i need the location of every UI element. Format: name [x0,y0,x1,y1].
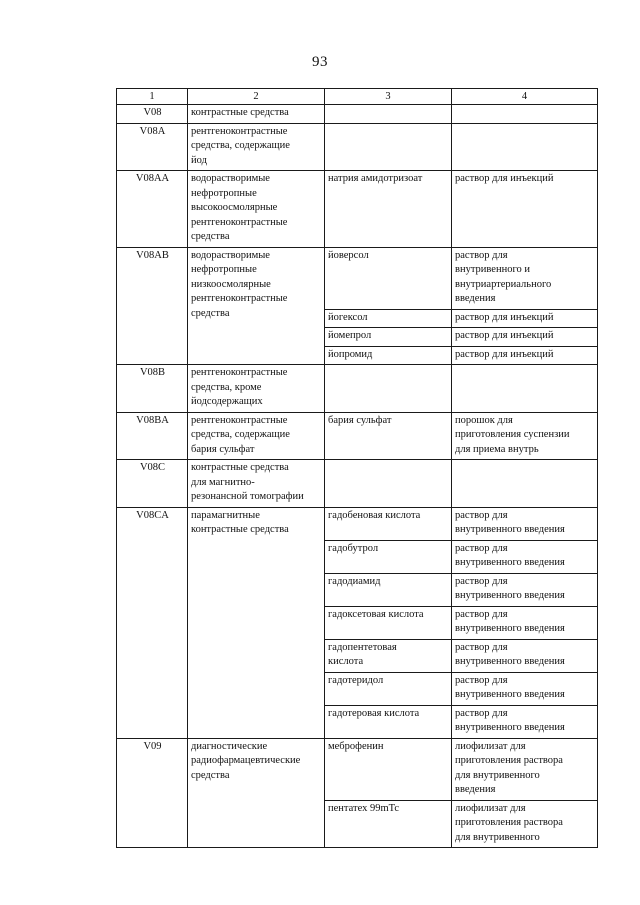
table-row [117,105,598,124]
table-row [117,123,598,171]
dosage-form-cell: раствор для внутривенного введения [452,639,598,672]
header-cell-2: 2 [188,89,325,105]
header-cell-4: 4 [452,89,598,105]
drug-name-cell-empty [325,105,452,124]
atc-code-cell: V08 [117,105,188,124]
atc-table [116,88,598,848]
dosage-form-cell: порошок для приготовления суспензии для приема внутрь [452,412,598,460]
atc-code-cell: V08C [117,460,188,508]
dosage-form-cell: лиофилизат для приготовления раствора для внутривенного [452,800,598,848]
drug-name-cell: йогексол [325,309,452,328]
dosage-form-cell: раствор для внутривенного введения [452,507,598,540]
dosage-form-cell: раствор для внутривенного введения [452,573,598,606]
group-name-cell: водорастворимые нефротропные высокоосмолярные рентгеноконтрастные средства [188,171,325,248]
drug-name-cell-empty [325,123,452,171]
drug-name-cell: гадоксетовая кислота [325,606,452,639]
drug-name-cell: бария сульфат [325,412,452,460]
group-name-cell: рентгеноконтрастные средства, кроме йодсодержащих [188,365,325,413]
group-name-cell: водорастворимые нефротропные низкоосмолярные рентгеноконтрастные средства [188,247,325,365]
dosage-form-cell: раствор для внутривенного введения [452,672,598,705]
table-row [117,507,598,540]
drug-name-cell: пентатех 99mTc [325,800,452,848]
drug-name-cell: йоверсол [325,247,452,309]
drug-name-cell: йомепрол [325,328,452,347]
group-name-cell: контрастные средства [188,105,325,124]
table-row [117,412,598,460]
dosage-form-cell: раствор для внутривенного введения [452,606,598,639]
dosage-form-cell: раствор для инъекций [452,328,598,347]
drug-name-cell-empty [325,365,452,413]
drug-name-cell: гадобутрол [325,540,452,573]
group-name-cell: диагностические радиофармацевтические средства [188,738,325,848]
drug-name-cell: гадопентетовая кислота [325,639,452,672]
group-name-cell: рентгеноконтрастные средства, содержащие йод [188,123,325,171]
atc-code-cell: V09 [117,738,188,848]
dosage-form-cell: раствор для инъекций [452,171,598,248]
table-row [117,247,598,309]
atc-code-cell: V08AA [117,171,188,248]
table-row [117,738,598,800]
dosage-form-cell: раствор для внутривенного и внутриартериального введения [452,247,598,309]
drug-name-cell: меброфенин [325,738,452,800]
drug-name-cell: гадотеровая кислота [325,705,452,738]
dosage-form-cell: лиофилизат для приготовления раствора для внутривенного введения [452,738,598,800]
header-row [117,89,598,105]
table-row [117,365,598,413]
drug-name-cell: натрия амидотризоат [325,171,452,248]
dosage-form-cell-empty [452,365,598,413]
drug-name-cell: гадобеновая кислота [325,507,452,540]
header-cell-3: 3 [325,89,452,105]
drug-name-cell: йопромид [325,346,452,365]
dosage-form-cell: раствор для инъекций [452,309,598,328]
atc-code-cell: V08CA [117,507,188,738]
atc-code-cell: V08BA [117,412,188,460]
group-name-cell: парамагнитные контрастные средства [188,507,325,738]
atc-code-cell: V08AB [117,247,188,365]
dosage-form-cell-empty [452,460,598,508]
dosage-form-cell: раствор для инъекций [452,346,598,365]
atc-code-cell: V08B [117,365,188,413]
dosage-form-cell: раствор для внутривенного введения [452,540,598,573]
header-cell-1: 1 [117,89,188,105]
table-header [117,89,598,105]
table-row [117,460,598,508]
dosage-form-cell-empty [452,105,598,124]
drug-name-cell-empty [325,460,452,508]
drug-name-cell: гадотеридол [325,672,452,705]
table-body [117,105,598,848]
dosage-form-cell: раствор для внутривенного введения [452,705,598,738]
dosage-form-cell-empty [452,123,598,171]
atc-code-cell: V08A [117,123,188,171]
drug-name-cell: гадодиамид [325,573,452,606]
group-name-cell: рентгеноконтрастные средства, содержащие бария сульфат [188,412,325,460]
table-row [117,171,598,248]
page-number: 93 [312,54,328,70]
group-name-cell: контрастные средства для магнитно- резонансной томографии [188,460,325,508]
